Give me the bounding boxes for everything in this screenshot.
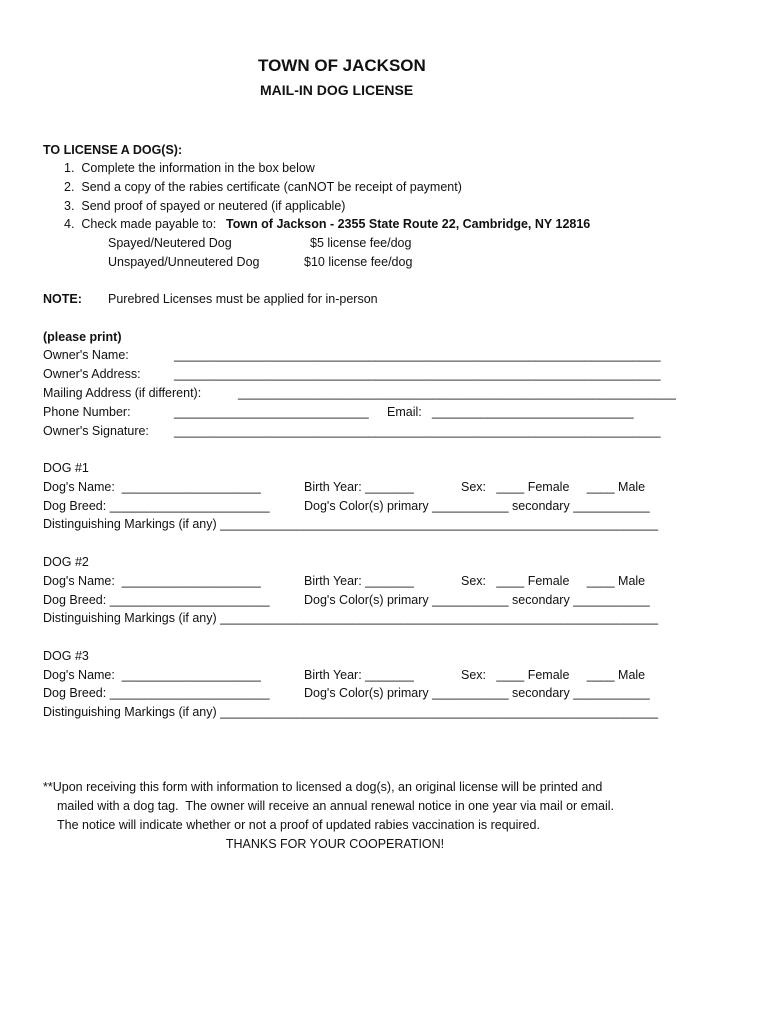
instruction-item: 4. Check made payable to: xyxy=(64,217,217,231)
dog-breed-field[interactable]: Dog Breed: _______________________ xyxy=(43,686,270,700)
page-subtitle: MAIL-IN DOG LICENSE xyxy=(260,82,414,98)
dog-color-field[interactable]: Dog's Color(s) primary ___________ secondary ___________ xyxy=(304,499,650,513)
email-label: Email: xyxy=(387,405,422,419)
fee-amount: $5 license fee/dog xyxy=(310,236,412,250)
note-text: Purebred Licenses must be applied for in-person xyxy=(108,292,378,306)
owner-name-field[interactable]: ______________________________________________________________________ xyxy=(174,348,661,362)
note-label: NOTE: xyxy=(43,292,82,306)
markings-field[interactable]: Distinguishing Markings (if any) _______________________________________________________________ xyxy=(43,611,659,625)
fee-label: Unspayed/Unneutered Dog xyxy=(108,255,260,269)
footer-note: The notice will indicate whether or not a proof of updated rabies vaccination is required. xyxy=(57,818,540,832)
owner-name-label: Owner's Name: xyxy=(43,348,129,362)
birth-year-field[interactable]: Birth Year: _______ xyxy=(304,574,414,588)
footer-note: **Upon receiving this form with information to licensed a dog(s), an original license will be printed and xyxy=(43,780,603,794)
birth-year-field[interactable]: Birth Year: _______ xyxy=(304,480,414,494)
dog-name-field[interactable]: Dog's Name: ____________________ xyxy=(43,668,261,682)
dog-breed-field[interactable]: Dog Breed: _______________________ xyxy=(43,499,270,513)
print-instruction: (please print) xyxy=(43,330,122,344)
fee-amount: $10 license fee/dog xyxy=(304,255,413,269)
birth-year-field[interactable]: Birth Year: _______ xyxy=(304,668,414,682)
owner-address-field[interactable]: ______________________________________________________________________ xyxy=(174,367,661,381)
signature-field[interactable]: ______________________________________________________________________ xyxy=(174,424,661,438)
owner-address-label: Owner's Address: xyxy=(43,367,141,381)
instruction-item: 1. Complete the information in the box below xyxy=(64,161,315,175)
markings-field[interactable]: Distinguishing Markings (if any) _______________________________________________________________ xyxy=(43,517,659,531)
signature-label: Owner's Signature: xyxy=(43,424,149,438)
dog-name-field[interactable]: Dog's Name: ____________________ xyxy=(43,574,261,588)
dog-3-title: DOG #3 xyxy=(43,649,89,663)
sex-field[interactable]: Sex: ____ Female ____ Male xyxy=(461,668,646,682)
dog-1-title: DOG #1 xyxy=(43,461,89,475)
footer-note: mailed with a dog tag. The owner will receive an annual renewal notice in one year via mail or email. xyxy=(57,799,615,813)
dog-color-field[interactable]: Dog's Color(s) primary ___________ secondary ___________ xyxy=(304,686,650,700)
phone-label: Phone Number: xyxy=(43,405,131,419)
phone-field[interactable]: ____________________________ xyxy=(174,405,369,419)
mailing-address-label: Mailing Address (if different): xyxy=(43,386,202,400)
mailing-address-field[interactable]: _______________________________________________________________ xyxy=(238,386,676,400)
thanks-message: THANKS FOR YOUR COOPERATION! xyxy=(225,837,445,851)
payee-address: Town of Jackson - 2355 State Route 22, Cambridge, NY 12816 xyxy=(226,217,591,231)
dog-color-field[interactable]: Dog's Color(s) primary ___________ secondary ___________ xyxy=(304,593,650,607)
fee-label: Spayed/Neutered Dog xyxy=(108,236,232,250)
instruction-item: 3. Send proof of spayed or neutered (if applicable) xyxy=(64,199,346,213)
dog-breed-field[interactable]: Dog Breed: _______________________ xyxy=(43,593,270,607)
page-title: TOWN OF JACKSON xyxy=(258,56,426,75)
instructions-heading: TO LICENSE A DOG(S): xyxy=(43,143,183,157)
instruction-item: 2. Send a copy of the rabies certificate (canNOT be receipt of payment) xyxy=(64,180,462,194)
markings-field[interactable]: Distinguishing Markings (if any) _______________________________________________________________ xyxy=(43,705,659,719)
dog-name-field[interactable]: Dog's Name: ____________________ xyxy=(43,480,261,494)
dog-2-title: DOG #2 xyxy=(43,555,89,569)
email-field[interactable]: _____________________________ xyxy=(432,405,634,419)
sex-field[interactable]: Sex: ____ Female ____ Male xyxy=(461,574,646,588)
sex-field[interactable]: Sex: ____ Female ____ Male xyxy=(461,480,646,494)
